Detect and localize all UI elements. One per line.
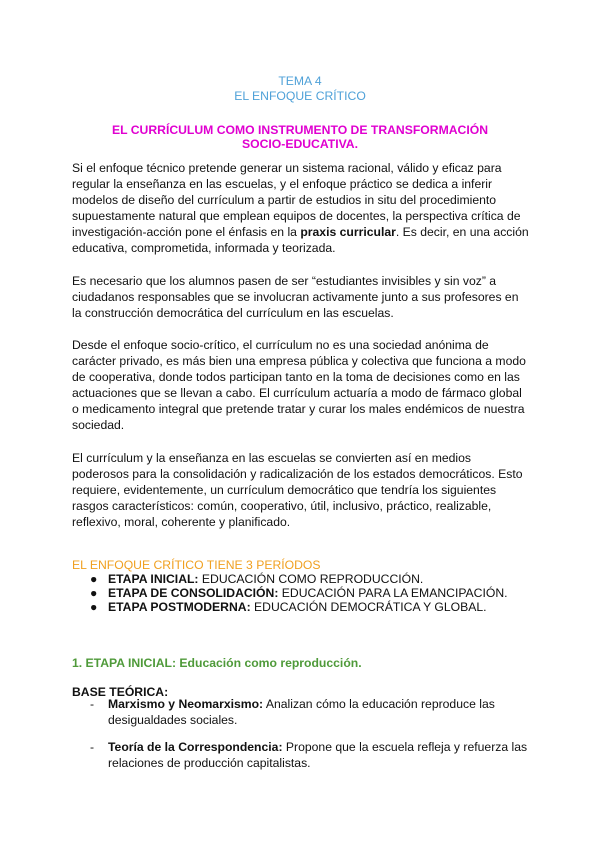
period-label: ETAPA DE CONSOLIDACIÓN: <box>108 586 279 601</box>
text-segment: investigación-acción pone el énfasis en la <box>72 225 301 240</box>
praxis-curricular-emphasis: praxis curricular <box>300 225 396 240</box>
periods-heading: EL ENFOQUE CRÍTICO TIENE 3 PERÍODOS <box>72 558 321 572</box>
period-text: EDUCACIÓN COMO REPRODUCCIÓN. <box>198 572 424 586</box>
text-line: supuestamente natural que emplean equipos de docentes, la perspectiva crítica de <box>72 209 521 224</box>
text-line: regular la enseñanza en las escuelas, y el enfoque práctico se dedica a inferir <box>72 177 493 192</box>
period-label: ETAPA POSTMODERNA: <box>108 600 251 615</box>
text-line: de cooperativa, donde todos participan tanto en la toma de decisiones como en las <box>72 370 520 385</box>
paragraph-alumnos <box>72 273 528 321</box>
period-label: ETAPA INICIAL: <box>108 572 199 586</box>
text-line: ciudadanos responsables que se involucran activamente junto a sus profesores en <box>72 290 519 305</box>
text-line: educativa, comprometida, informada y teorizada. <box>72 241 336 256</box>
tema-number: TEMA 4 <box>278 74 322 88</box>
theory-item-marxismo <box>90 697 530 728</box>
text-line: Es necesario que los alumnos pasen de ser “estudiantes invisibles y sin voz” a <box>72 274 497 288</box>
text-line: rasgos característicos: común, cooperativo, útil, inclusivo, práctico, realizable, <box>72 499 492 514</box>
text-line <box>72 224 528 240</box>
bullet-icon: ● <box>90 600 98 615</box>
text-segment: Propone que la escuela refleja y refuerza las <box>282 740 528 754</box>
tema-title: EL ENFOQUE CRÍTICO <box>234 89 366 103</box>
base-teorica-title: BASE TEÓRICA: <box>72 685 169 699</box>
text-line: relaciones de producción capitalistas. <box>108 755 311 770</box>
text-line: El currículum y la enseñanza en las escuelas se convierten así en medios <box>72 451 472 465</box>
list-item <box>86 572 508 586</box>
bullet-icon: ● <box>90 586 98 601</box>
paragraph-curriculum-democratico <box>72 450 528 530</box>
text-line: la construcción democrática del currículum en las escuelas. <box>72 306 394 321</box>
period-text: EDUCACIÓN DEMOCRÁTICA Y GLOBAL. <box>250 600 487 615</box>
text-line: carácter privado, es más bien una empresa pública y colectiva que funciona a modo <box>72 354 526 369</box>
text-line: Desde el enfoque socio-crítico, el currículum no es una sociedad anónima de <box>72 338 489 352</box>
text-line: requiere, evidentemente, un currículum democrático que tendría los siguientes <box>72 483 497 498</box>
text-line: Si el enfoque técnico pretende generar un sistema racional, válido y eficaz para <box>72 161 502 175</box>
text-line: reflexivo, moral, coherente y planificado. <box>72 515 291 530</box>
theory-item-body <box>108 740 530 771</box>
theory-item-correspondencia <box>90 740 530 771</box>
text-line: modelos de diseño del currículum a partir de estudios in situ del procedimiento <box>72 193 497 208</box>
text-line: desigualdades sociales. <box>108 712 238 727</box>
list-item <box>86 586 508 600</box>
bullet-icon: ● <box>90 572 98 586</box>
paragraph-enfoque-critico <box>72 160 528 257</box>
dash-bullet: - <box>90 697 95 711</box>
text-line: poderosos para la consolidación y radicalización de los estados democráticos. Esto <box>72 467 523 482</box>
periods-list <box>86 572 508 615</box>
section-heading: 1. ETAPA INICIAL: Educación como reproducción. <box>72 656 362 670</box>
subtitle-line-2: SOCIO-EDUCATIVA. <box>241 137 358 151</box>
text-line <box>108 740 530 756</box>
text-segment: . Es decir, en una acción <box>395 225 529 240</box>
subtitle-line-1: EL CURRÍCULUM COMO INSTRUMENTO DE TRANSFORMACIÓN <box>112 123 488 137</box>
list-item <box>86 600 508 614</box>
paragraph-socio-critico <box>72 337 528 434</box>
theory-item-body <box>108 697 530 728</box>
text-segment: Analizan cómo la educación reproduce las <box>263 697 495 711</box>
period-text: EDUCACIÓN PARA LA EMANCIPACIÓN. <box>278 586 508 601</box>
text-line: actuaciones que se llevan a cabo. El currículum actuaría a modo de fármaco global <box>72 386 522 401</box>
theory-name: Marxismo y Neomarxismo: <box>108 697 264 711</box>
text-line: sociedad. <box>72 418 125 433</box>
text-line <box>108 697 530 713</box>
text-line: o medicamento integral que pretende tratar y curar los males endémicos de nuestra <box>72 402 525 417</box>
theory-name: Teoría de la Correspondencia: <box>108 740 283 754</box>
dash-bullet: - <box>90 740 95 754</box>
